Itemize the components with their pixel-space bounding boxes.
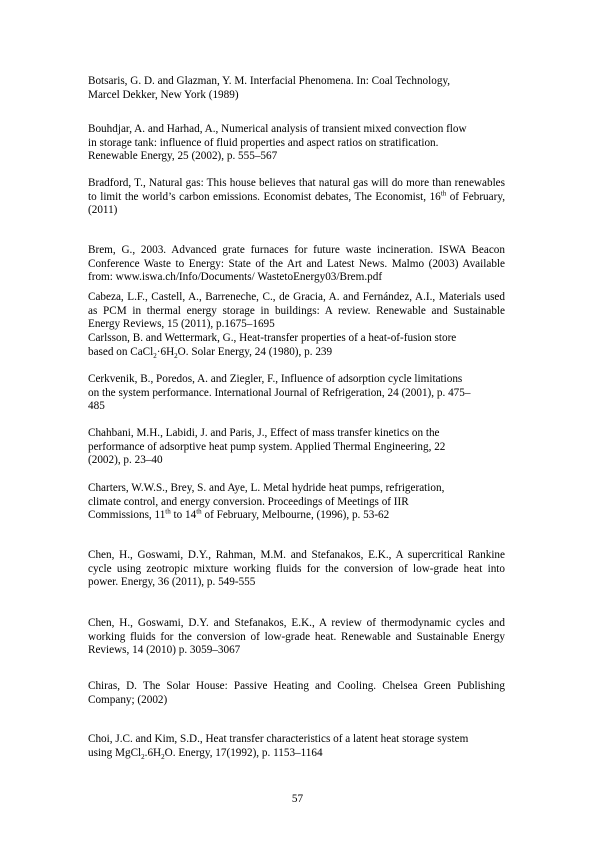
reference-date-rest: of February, (2011): [88, 190, 505, 217]
reference-line: Chahbani, M.H., Labidi, J. and Paris, J., Effect of mass transfer kinetics on the: [88, 427, 440, 439]
subscript: 2: [141, 752, 145, 761]
reference-choi: [88, 733, 505, 760]
subscript: 2: [153, 351, 157, 360]
ordinal-suffix: th: [196, 507, 202, 516]
reference-text: Cabeza, L.F., Castell, A., Barreneche, C., de Gracia, A. and Fernández, A.I., Materials used as PCM in thermal energy storage in buildings: A review. Renewable and Sustainable Energy Reviews, 15 (2011), p.1675–1695: [88, 291, 505, 331]
reference-line: Charters, W.W.S., Brey, S. and Aye, L. Metal hydride heat pumps, refrigeration,: [88, 482, 445, 494]
reference-brem: [88, 244, 505, 285]
reference-charters: [88, 482, 505, 523]
ordinal-suffix: th: [440, 188, 447, 197]
reference-text: Bradford, T., Natural gas: This house believes that natural gas will do more than renewables to limit the world’s carbon emissions. Economist debates, The Economist,: [88, 177, 505, 203]
reference-line: in storage tank: influence of fluid properties and aspect ratios on stratification.: [88, 136, 439, 149]
text-segment: Commissions, 11: [88, 509, 166, 522]
reference-cerkvenik: [88, 373, 505, 414]
reference-chiras: [88, 680, 505, 707]
reference-line: Marcel Dekker, New York (1989): [88, 88, 239, 101]
reference-line: Carlsson, B. and Wettermark, G., Heat-transfer properties of a heat-of-fusion store: [88, 332, 457, 344]
reference-bradford: [88, 177, 505, 218]
reference-line: Choi, J.C. and Kim, S.D., Heat transfer characteristics of a latent heat storage system: [88, 733, 469, 745]
text-segment: using MgCl: [88, 746, 142, 759]
page-number: 57: [291, 793, 304, 805]
reference-text: Chen, H., Goswami, D.Y. and Stefanakos, E.K., A review of thermodynamic cycles and working fluids for the conversion of low-grade heat. Renewable and Sustainable Energy Reviews, 14 (2010) p. 3059–3067: [88, 617, 505, 657]
reference-line: (2002), p. 23–40: [88, 454, 163, 467]
reference-line: performance of adsorptive heat pump system. Applied Thermal Engineering, 22: [88, 440, 446, 453]
reference-text: Brem, G., 2003. Advanced grate furnaces for future waste incineration. ISWA Beacon Conference Waste to Energy: State of the Art and Latest News. Malmo (2003) Available from: www.iswa.ch/Info/Documents/ WastetoEnergy03/Brem.pdf: [88, 244, 505, 284]
reference-line: [88, 346, 505, 360]
text-segment: O. Solar Energy, 24 (1980), p. 239: [177, 345, 333, 358]
reference-text: Chiras, D. The Solar House: Passive Heating and Cooling. Chelsea Green Publishing Company; (2002): [88, 680, 505, 706]
text-segment: of February, Melbourne, (1996), p. 53-62: [201, 509, 390, 522]
reference-line: on the system performance. International Journal of Refrigeration, 24 (2001), p. 475–: [88, 386, 471, 399]
text-segment: O. Energy, 17(1992), p. 1153–1164: [164, 746, 323, 759]
text-segment: .6H: [144, 746, 162, 759]
text-segment: ·6H: [156, 345, 175, 358]
reference-text: Chen, H., Goswami, D.Y., Rahman, M.M. and Stefanakos, E.K., A supercritical Rankine cycle using zeotropic mixture working fluids for the conversion of low-grade heat into power. Energy, 36 (2011), p. 549-555: [88, 549, 505, 589]
reference-botsaris: [88, 75, 505, 102]
reference-line: [88, 509, 505, 523]
reference-line: [88, 747, 505, 761]
subscript: 2: [161, 752, 165, 761]
ordinal-suffix: th: [165, 507, 171, 516]
reference-line: Bouhdjar, A. and Harhad, A., Numerical analysis of transient mixed convection flow: [88, 123, 467, 135]
reference-line: 485: [88, 400, 105, 413]
reference-chen-2011: [88, 549, 505, 590]
reference-line: Renewable Energy, 25 (2002), p. 555–567: [88, 150, 278, 163]
reference-line: Botsaris, G. D. and Glazman, Y. M. Interfacial Phenomena. In: Coal Technology,: [88, 75, 451, 87]
reference-chahbani: [88, 427, 505, 468]
reference-cabeza: [88, 291, 505, 332]
reference-line: climate control, and energy conversion. Proceedings of Meetings of IIR: [88, 495, 409, 508]
text-segment: to 14: [170, 509, 197, 522]
reference-chen-2010: [88, 617, 505, 658]
text-segment: based on CaCl: [88, 345, 154, 358]
reference-bouhdjar: [88, 123, 505, 164]
reference-date-day: 16: [429, 190, 441, 203]
reference-carlsson: [88, 332, 505, 359]
subscript: 2: [174, 351, 178, 360]
reference-line: Cerkvenik, B., Poredos, A. and Ziegler, F., Influence of adsorption cycle limitations: [88, 373, 463, 385]
